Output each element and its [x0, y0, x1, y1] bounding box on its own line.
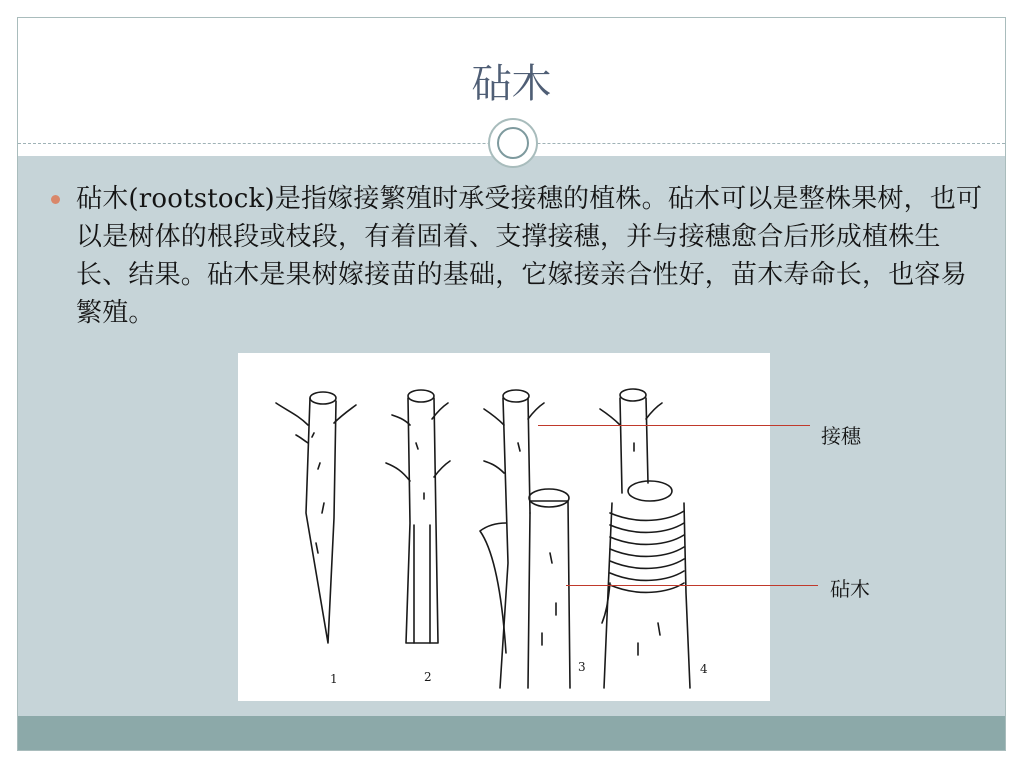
- rootstock-callout-line: [566, 585, 818, 586]
- divider-ornament: [488, 118, 538, 168]
- panel-number-3: 3: [578, 660, 586, 674]
- footer-bar: [18, 716, 1005, 751]
- divider-ornament-inner: [497, 127, 529, 159]
- rootstock-label: 砧木: [830, 577, 870, 601]
- panel-1-scion: [276, 392, 356, 643]
- panel-number-2: 2: [424, 670, 432, 684]
- slide-title: 砧木: [471, 61, 552, 107]
- panel-2-scion: [386, 390, 450, 643]
- grafting-illustration: [238, 353, 770, 701]
- scion-label: 接穗: [821, 424, 861, 448]
- panel-number-1: 1: [330, 672, 338, 686]
- panel-3-graft: [480, 390, 570, 688]
- bullet-marker: [51, 195, 60, 204]
- scion-callout-line: [538, 425, 810, 426]
- grafting-drawing: [238, 353, 770, 701]
- slide: [17, 17, 1006, 751]
- bullet-text: 砧木(rootstock)是指嫁接繁殖时承受接穗的植株。砧木可以是整株果树，也可以是树体的根段或枝段，有着固着、支撑接穗，并与接穗愈合后形成植株生长、结果。砧木是果树嫁接苗的基础，它嫁接亲合性好，苗木寿命长，也容易繁殖。: [76, 184, 983, 328]
- panel-number-4: 4: [700, 662, 708, 676]
- panel-4-bound-graft: [600, 389, 690, 688]
